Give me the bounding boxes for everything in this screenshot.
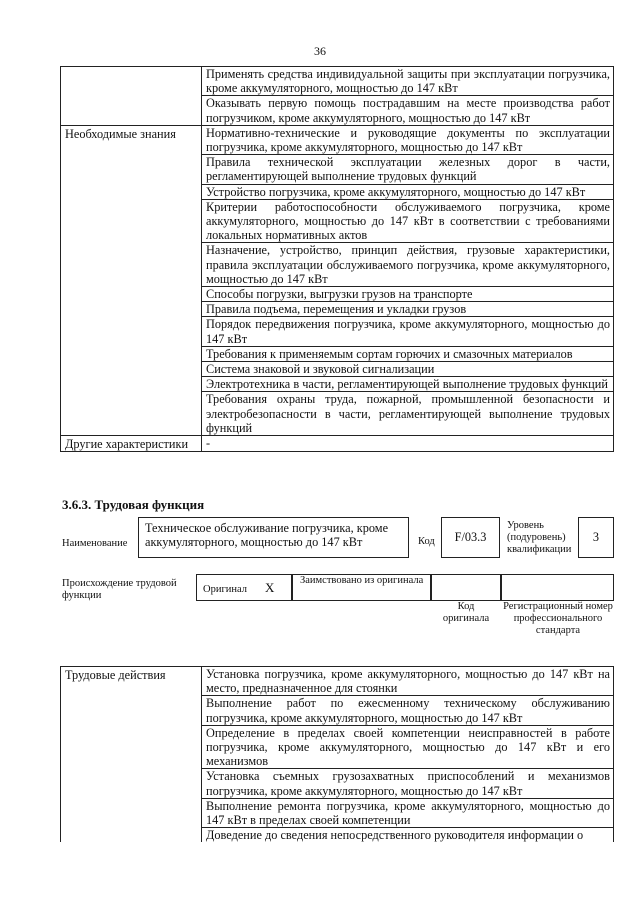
code-caption: Код оригинала <box>442 601 490 624</box>
requirement-cell: Критерии работоспособности обслуживаемого погрузчика, кроме аккумуляторного, мощностью до 147 кВт в соответствии с требованиями локальных нормативных актов <box>202 199 614 243</box>
requirement-cell: Применять средства индивидуальной защиты при эксплуатации погрузчика, кроме аккумуляторного, мощностью до 147 кВт <box>202 67 614 96</box>
original-mark: X <box>265 580 275 595</box>
requirement-cell: Система знаковой и звуковой сигнализации <box>202 362 614 377</box>
table-row <box>61 667 614 696</box>
code-label: Код <box>418 536 435 547</box>
requirement-cell: Доведение до сведения непосредственного руководителя информации о <box>202 828 614 842</box>
level-label: Уровень (подуровень) квалификации <box>507 520 572 555</box>
requirement-cell: Требования к применяемым сортам горючих и смазочных материалов <box>202 346 614 361</box>
requirement-cell: Устройство погрузчика, кроме аккумуляторного, мощностью до 147 кВт <box>202 184 614 199</box>
original-label: Оригинал <box>203 584 247 595</box>
requirement-cell: Способы погрузки, выгрузки грузов на транспорте <box>202 287 614 302</box>
requirement-cell: Порядок передвижения погрузчика, кроме аккумуляторного, мощностью до 147 кВт <box>202 317 614 346</box>
requirement-cell: - <box>202 436 614 452</box>
origin-label: Происхождение трудовой функции <box>62 578 177 601</box>
level-value-box: 3 <box>578 517 614 558</box>
requirement-cell: Определение в пределах своей компетенции неисправностей в работе погрузчика, кроме аккумуляторного, мощностью до 147 кВт и его механизмов <box>202 725 614 769</box>
requirement-cell: Установка погрузчика, кроме аккумуляторного, мощностью до 147 кВт на место, предназначенное для стоянки <box>202 667 614 696</box>
category-cell-actions: Трудовые действия <box>61 667 202 843</box>
borrowed-label: Заимствовано из оригинала <box>300 575 424 586</box>
requirement-cell: Выполнение работ по ежесменному техническому обслуживанию погрузчика, кроме аккумуляторного, мощностью до 147 кВт <box>202 696 614 725</box>
requirement-cell: Требования охраны труда, пожарной, промышленной безопасности и электробезопасности в части, регламентирующей выполнение трудовых функций <box>202 392 614 436</box>
requirement-cell: Электротехника в части, регламентирующей выполнение трудовых функций <box>202 377 614 392</box>
requirement-cell: Оказывать первую помощь пострадавшим на месте производства работ погрузчиком, кроме аккумуляторного, мощностью до 147 кВт <box>202 96 614 125</box>
page-number: 36 <box>314 44 326 58</box>
function-name-box: Техническое обслуживание погрузчика, кроме аккумуляторного, мощностью до 147 кВт <box>138 517 409 558</box>
section-title: 3.6.3. Трудовая функция <box>62 497 205 512</box>
category-cell-other: Другие характеристики <box>61 436 202 452</box>
registration-caption: Регистрационный номер профессионального стандарта <box>503 601 613 636</box>
requirement-cell: Назначение, устройство, принцип действия, грузовые характеристики, правила эксплуатации обслуживаемого погрузчика, кроме аккумуляторного, мощностью до 147 кВт <box>202 243 614 287</box>
requirement-cell: Правила подъема, перемещения и укладки грузов <box>202 302 614 317</box>
requirement-cell: Правила технической эксплуатации железных дорог в части, регламентирующей выполнение трудовых функций <box>202 155 614 184</box>
requirement-cell: Установка съемных грузозахватных приспособлений и механизмов погрузчика, кроме аккумуляторного, мощностью до 147 кВт <box>202 769 614 798</box>
name-label: Наименование <box>62 538 128 549</box>
requirement-cell: Нормативно-технические и руководящие документы по эксплуатации погрузчика, кроме аккумуляторного, мощностью до 147 кВт <box>202 125 614 154</box>
requirements-table-bottom <box>60 666 614 842</box>
requirement-cell: Выполнение ремонта погрузчика, кроме аккумуляторного, мощностью до 147 кВт в пределах своей компетенции <box>202 798 614 827</box>
code-value-box: F/03.3 <box>441 517 500 558</box>
category-cell-knowledge: Необходимые знания <box>61 125 202 435</box>
